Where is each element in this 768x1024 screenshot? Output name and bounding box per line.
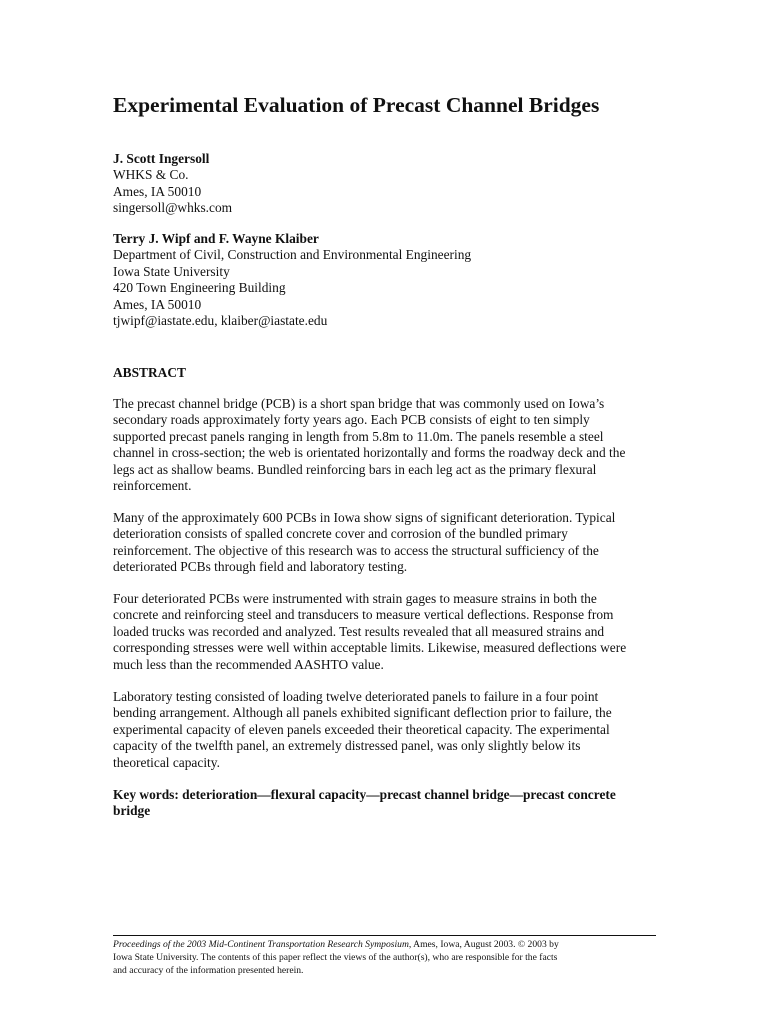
keywords xyxy=(113,787,653,820)
paragraph-line: bending arrangement. Although all panels exhibited significant deflection prior to failure, the xyxy=(113,705,612,721)
abstract-paragraph-4 xyxy=(113,689,653,771)
address-line: Ames, IA 50010 xyxy=(113,183,202,199)
paragraph-line: reinforcement. The objective of this research was to access the structural sufficiency of the xyxy=(113,542,599,558)
address-line: 420 Town Engineering Building xyxy=(113,280,286,296)
affiliation-line: Department of Civil, Construction and Environmental Engineering xyxy=(113,247,472,263)
paragraph-line: experimental capacity of eleven panels exceeded their theoretical capacity. The experimental xyxy=(113,721,610,737)
keywords-line: Key words: deterioration—flexural capacity—precast channel bridge—precast concrete xyxy=(113,787,616,802)
paragraph-line: loaded trucks was recorded and analyzed. Test results revealed that all measured strains and xyxy=(113,623,605,639)
paper-title: Experimental Evaluation of Precast Channel Bridges xyxy=(113,93,600,117)
author-name: J. Scott Ingersoll xyxy=(113,151,210,166)
paragraph-line: secondary roads approximately forty years ago. Each PCB consists of eight to ten simply xyxy=(113,412,590,428)
paragraph-line: much less than the recommended AASHTO value. xyxy=(113,656,384,672)
proceedings-title: Proceedings of the 2003 Mid-Continent Transportation Research Symposium xyxy=(113,939,409,950)
paragraph-line: Four deteriorated PCBs were instrumented with strain gages to measure strains in both the xyxy=(113,591,597,606)
affiliation-line: WHKS & Co. xyxy=(113,167,189,183)
footnote-text: , Ames, Iowa, August 2003. © 2003 by xyxy=(408,939,559,950)
abstract-paragraph-3 xyxy=(113,591,653,673)
paragraph-line: supported precast panels ranging in length from 5.8m to 11.0m. The panels resemble a steel xyxy=(113,428,604,444)
affiliation-line: Iowa State University xyxy=(113,263,230,279)
email-line: singersoll@whks.com xyxy=(113,200,233,216)
paragraph-line: Many of the approximately 600 PCBs in Iowa show signs of significant deterioration. Typical xyxy=(113,510,616,525)
abstract-paragraph-1 xyxy=(113,396,653,494)
paragraph-line: deteriorated PCBs through field and laboratory testing. xyxy=(113,559,408,575)
paragraph-line: capacity of the twelfth panel, an extremely distressed panel, was only slightly below its xyxy=(113,738,581,754)
paragraph-line: channel in cross-section; the web is orientated horizontally and forms the roadway deck and the xyxy=(113,445,626,461)
paragraph-line: legs act as shallow beams. Bundled reinforcing bars in each leg act as the primary flexural xyxy=(113,461,597,477)
footnote-text: Iowa State University. The contents of this paper reflect the views of the author(s), who are responsible for the facts xyxy=(113,952,558,963)
abstract-paragraph-2 xyxy=(113,510,653,576)
footnote-text: and accuracy of the information presented herein. xyxy=(113,965,304,976)
paragraph-line: The precast channel bridge (PCB) is a short span bridge that was commonly used on Iowa’s xyxy=(113,396,605,411)
paragraph-line: deterioration consists of spalled concrete cover and corrosion of the bundled primary xyxy=(113,526,568,542)
paragraph-line: theoretical capacity. xyxy=(113,754,220,770)
paragraph-line: corresponding stresses were well within acceptable limits. Likewise, measured deflections were xyxy=(113,640,627,656)
paragraph-line: Laboratory testing consisted of loading twelve deteriorated panels to failure in a four point xyxy=(113,689,599,704)
paragraph-line: reinforcement. xyxy=(113,478,192,494)
abstract-heading: ABSTRACT xyxy=(113,365,186,380)
author-name: Terry J. Wipf and F. Wayne Klaiber xyxy=(113,231,319,246)
footnote xyxy=(113,938,658,977)
author-block-1 xyxy=(113,151,232,217)
paragraph-line: concrete and reinforcing steel and transducers to measure vertical deflections. Response from xyxy=(113,607,614,623)
email-line: tjwipf@iastate.edu, klaiber@iastate.edu xyxy=(113,313,328,329)
address-line: Ames, IA 50010 xyxy=(113,296,202,312)
keywords-line: bridge xyxy=(113,803,151,819)
author-block-2 xyxy=(113,231,471,329)
footnote-divider xyxy=(113,935,656,936)
